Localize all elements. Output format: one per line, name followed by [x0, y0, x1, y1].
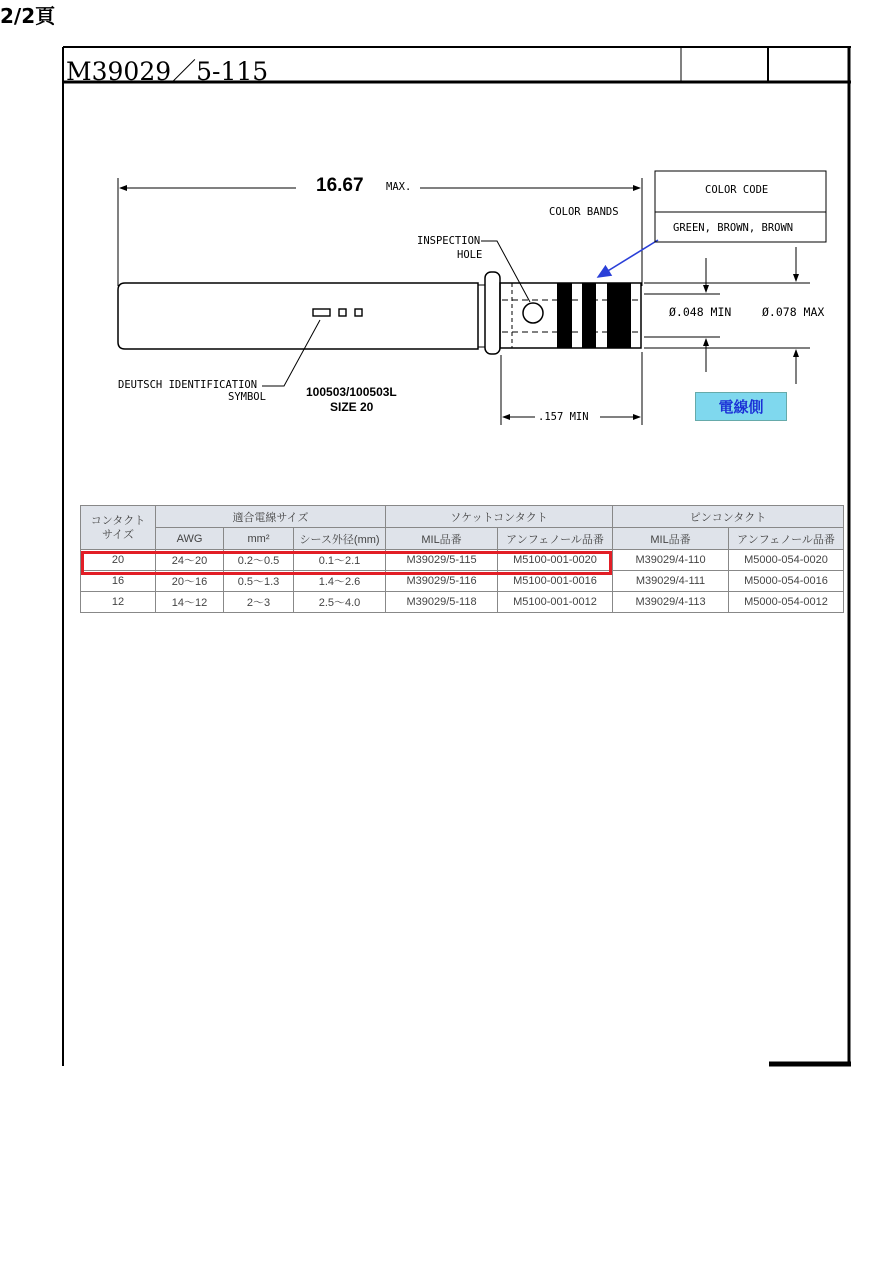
ident-symbol-square-1: [339, 309, 346, 316]
wire-side-badge: 電線側: [695, 392, 787, 421]
length-value: 16.67: [316, 175, 364, 196]
page-number: 2/2頁: [0, 4, 56, 28]
table-cell: 2～3: [224, 592, 294, 613]
col-pin-amphenol: アンフェノール品番: [729, 528, 844, 550]
color-code-arrow: [598, 240, 658, 277]
inspection-label-line2: HOLE: [457, 249, 483, 261]
table-cell: 0.2～0.5: [224, 550, 294, 571]
group-pin-contact: ピンコンタクト: [613, 506, 844, 528]
highlight-box: [81, 551, 612, 575]
color-code-value: GREEN, BROWN, BROWN: [673, 222, 794, 234]
table-cell: 0.5～1.3: [224, 571, 294, 592]
group-wire-size: 適合電線サイズ: [156, 506, 386, 528]
group-socket-contact: ソケットコンタクト: [386, 506, 613, 528]
col-pin-mil: MIL品番: [613, 528, 729, 550]
diameter-max-label: Ø.078 MAX: [762, 305, 825, 319]
document-title: M39029／5-115: [66, 57, 269, 86]
ident-symbol-square-2: [355, 309, 362, 316]
table-cell: 2.5～4.0: [294, 592, 386, 613]
color-band-3: [607, 283, 631, 348]
table-cell: M5100-001-0020: [498, 550, 613, 571]
inspection-leader: [481, 241, 530, 302]
col-sheath-od: シース外径(mm): [294, 528, 386, 550]
table-cell: M5100-001-0016: [498, 571, 613, 592]
color-band-1: [557, 283, 572, 348]
table-cell: M39029/4-110: [613, 550, 729, 571]
length-suffix: MAX.: [386, 181, 412, 193]
table-cell: 12: [81, 592, 156, 613]
table-cell: 16: [81, 571, 156, 592]
col-contact-size: [81, 506, 156, 550]
col-mm2: mm²: [224, 528, 294, 550]
table-cell: 24～20: [156, 550, 224, 571]
table-cell: M39029/5-118: [386, 592, 498, 613]
color-code-title: COLOR CODE: [705, 184, 769, 196]
table-cell: M39029/4-111: [613, 571, 729, 592]
ident-leader: [262, 320, 320, 386]
col-awg: AWG: [156, 528, 224, 550]
table-cell: 1.4～2.6: [294, 571, 386, 592]
table-cell: M5100-001-0012: [498, 592, 613, 613]
table-cell: 14～12: [156, 592, 224, 613]
color-band-2: [582, 283, 596, 348]
table-cell: M39029/4-113: [613, 592, 729, 613]
contact-size-line2: サイズ: [101, 528, 135, 541]
size-label: SIZE 20: [330, 400, 374, 414]
table-cell: M5000-054-0020: [729, 550, 844, 571]
col-socket-amphenol: アンフェノール品番: [498, 528, 613, 550]
ident-label-line1: DEUTSCH IDENTIFICATION: [118, 379, 258, 391]
dim-157-label: .157 MIN: [538, 411, 589, 423]
table-cell: 20: [81, 550, 156, 571]
ident-symbol-long: [313, 309, 330, 316]
table-cell: M39029/5-115: [386, 550, 498, 571]
col-socket-mil: MIL品番: [386, 528, 498, 550]
inspection-label-line1: INSPECTION: [417, 235, 481, 247]
ident-label-line2: SYMBOL: [228, 391, 266, 403]
color-bands-label: COLOR BANDS: [549, 206, 619, 218]
table-cell: M39029/5-116: [386, 571, 498, 592]
table-row: [81, 592, 844, 613]
contact-flange: [485, 272, 500, 354]
inspection-hole: [523, 303, 543, 323]
diameter-min-label: Ø.048 MIN: [669, 305, 732, 319]
table-cell: 0.1～2.1: [294, 550, 386, 571]
contact-body: [118, 283, 478, 349]
contact-size-line1: コンタクト: [90, 514, 146, 527]
table-cell: M5000-054-0016: [729, 571, 844, 592]
table-cell: 20～16: [156, 571, 224, 592]
part-number-label: 100503/100503L: [306, 385, 397, 399]
table-cell: M5000-054-0012: [729, 592, 844, 613]
